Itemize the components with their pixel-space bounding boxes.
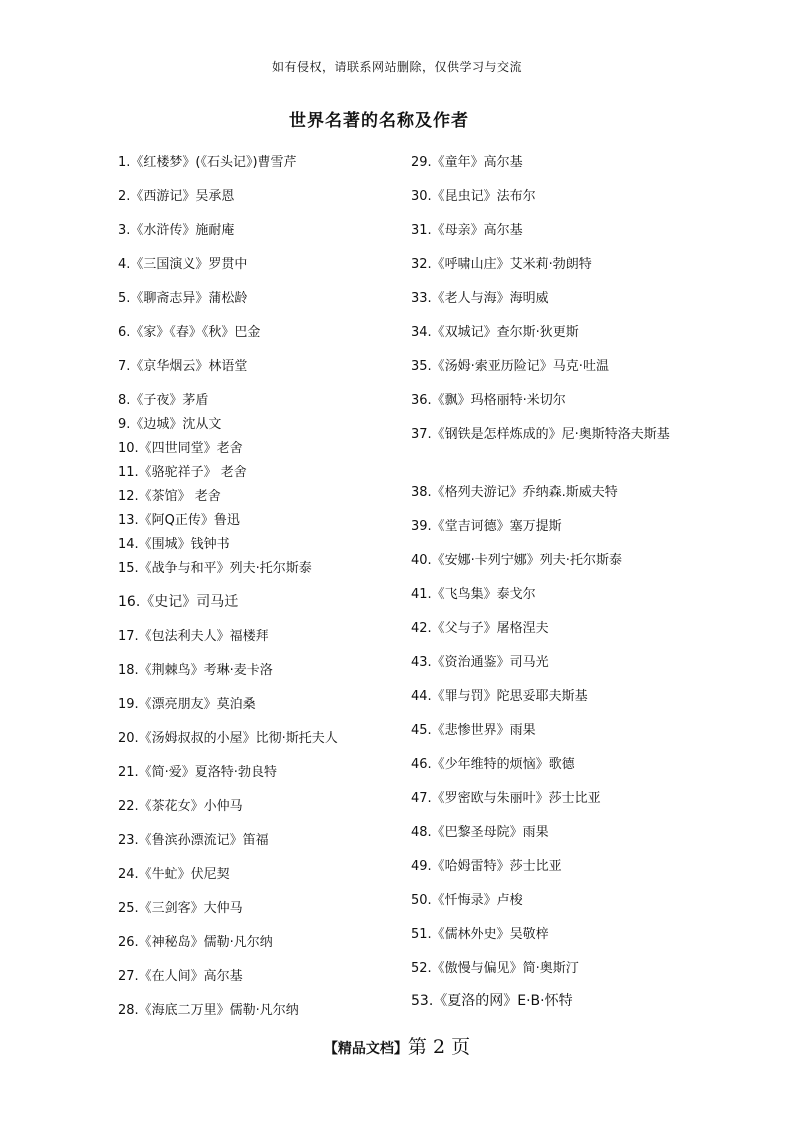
book-entry-20: 20.《汤姆叔叔的小屋》比彻·斯托夫人 (118, 731, 338, 746)
book-entry-45: 45.《悲惨世界》雨果 (411, 723, 536, 738)
book-entry-49: 49.《哈姆雷特》莎士比亚 (411, 859, 562, 874)
book-entry-47: 47.《罗密欧与朱丽叶》莎士比亚 (411, 791, 601, 806)
book-entry-41: 41.《飞鸟集》泰戈尔 (411, 587, 536, 602)
book-entry-5: 5.《聊斋志异》蒲松龄 (118, 291, 248, 306)
book-entry-52: 52.《傲慢与偏见》简·奥斯汀 (411, 961, 579, 976)
book-entry-17: 17.《包法利夫人》福楼拜 (118, 629, 269, 644)
book-entry-27: 27.《在人间》高尔基 (118, 969, 243, 984)
book-entry-14: 14.《围城》钱钟书 (118, 537, 230, 552)
book-entry-13: 13.《阿Q正传》鲁迅 (118, 513, 240, 528)
book-entry-21: 21.《简·爱》夏洛特·勃良特 (118, 765, 277, 780)
book-entry-28: 28.《海底二万里》儒勒·凡尔纳 (118, 1003, 299, 1018)
book-entry-37: 37.《钢铁是怎样炼成的》尼·奥斯特洛夫斯基 (411, 427, 670, 442)
book-entry-31: 31.《母亲》高尔基 (411, 223, 523, 238)
book-entry-1: 1.《红楼梦》(《石头记》)曹雪芹 (118, 155, 297, 170)
book-entry-12: 12.《茶馆》 老舍 (118, 489, 221, 504)
footer-tag: 【精品文档】 (323, 1041, 408, 1057)
book-entry-39: 39.《堂吉诃德》塞万提斯 (411, 519, 562, 534)
book-entry-36: 36.《飘》玛格丽特·米切尔 (411, 393, 566, 408)
book-entry-48: 48.《巴黎圣母院》雨果 (411, 825, 549, 840)
book-entry-18: 18.《荆棘鸟》考琳·麦卡洛 (118, 663, 273, 678)
book-entry-7: 7.《京华烟云》林语堂 (118, 359, 248, 374)
book-entry-11: 11.《骆驼祥子》 老舍 (118, 465, 247, 480)
book-entry-24: 24.《牛虻》伏尼契 (118, 867, 230, 882)
page-footer (0, 1032, 794, 1059)
book-entry-53: 53.《夏洛的网》E·B·怀特 (411, 993, 573, 1009)
book-entry-38: 38.《格列夫游记》乔纳森.斯威夫特 (411, 485, 618, 500)
book-entry-32: 32.《呼啸山庄》艾米莉·勃朗特 (411, 257, 592, 272)
book-entry-19: 19.《漂亮朋友》莫泊桑 (118, 697, 256, 712)
book-entry-8: 8.《子夜》茅盾 (118, 393, 209, 408)
book-entry-23: 23.《鲁滨孙漂流记》笛福 (118, 833, 269, 848)
book-entry-22: 22.《茶花女》小仲马 (118, 799, 243, 814)
book-entry-33: 33.《老人与海》海明威 (411, 291, 549, 306)
book-entry-51: 51.《儒林外史》吴敬梓 (411, 927, 549, 942)
book-entry-4: 4.《三国演义》罗贯中 (118, 257, 248, 272)
book-entry-15: 15.《战争与和平》列夫·托尔斯泰 (118, 561, 312, 576)
book-entry-34: 34.《双城记》查尔斯·狄更斯 (411, 325, 579, 340)
book-entry-50: 50.《忏悔录》卢梭 (411, 893, 523, 908)
book-entry-43: 43.《资治通鉴》司马光 (411, 655, 549, 670)
book-entry-16: 16.《史记》司马迁 (118, 594, 239, 610)
book-entry-35: 35.《汤姆·索亚历险记》马克·吐温 (411, 359, 609, 374)
book-entry-2: 2.《西游记》吴承恩 (118, 189, 235, 204)
book-entry-26: 26.《神秘岛》儒勒·凡尔纳 (118, 935, 273, 950)
book-entry-10: 10.《四世同堂》老舍 (118, 441, 243, 456)
book-entry-46: 46.《少年维特的烦恼》歌德 (411, 757, 575, 772)
book-entry-30: 30.《昆虫记》法布尔 (411, 189, 536, 204)
book-entry-25: 25.《三剑客》大仲马 (118, 901, 243, 916)
book-entry-9: 9.《边城》沈从文 (118, 417, 222, 432)
header-note: 如有侵权，请联系网站删除，仅供学习与交流 (271, 60, 522, 74)
document-title: 世界名著的名称及作者 (289, 111, 469, 131)
book-entry-40: 40.《安娜·卡列宁娜》列夫·托尔斯泰 (411, 553, 622, 568)
book-entry-6: 6.《家》《春》《秋》巴金 (118, 325, 261, 340)
book-entry-42: 42.《父与子》屠格涅夫 (411, 621, 549, 636)
page-number: 第 2 页 (407, 1036, 471, 1058)
book-entry-29: 29.《童年》高尔基 (411, 155, 523, 170)
book-entry-3: 3.《水浒传》施耐庵 (118, 223, 235, 238)
book-entry-44: 44.《罪与罚》陀思妥耶夫斯基 (411, 689, 588, 704)
